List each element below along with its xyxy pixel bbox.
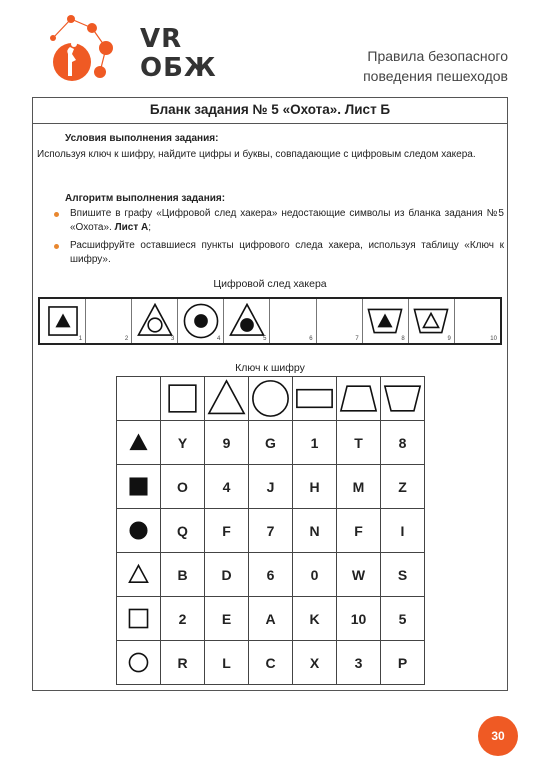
- key-cell: S: [381, 553, 425, 597]
- key-row-symbol: [117, 553, 161, 597]
- triangle-shape: [424, 313, 439, 327]
- key-row-symbol: [117, 465, 161, 509]
- key-cell: M: [337, 465, 381, 509]
- key-cell: 4: [205, 465, 249, 509]
- trail-cell: [363, 299, 409, 343]
- trail-cell-number: 8: [401, 336, 405, 342]
- trail-cell: [178, 299, 224, 343]
- algorithm-step: [52, 207, 504, 235]
- key-cell: K: [293, 597, 337, 641]
- triangle-filled-shape: [55, 313, 70, 327]
- algorithm-steps: [52, 207, 504, 271]
- square-shape: [169, 385, 196, 412]
- key-cell: C: [249, 641, 293, 685]
- circle-shape: [148, 318, 162, 332]
- bullet-icon: [54, 244, 59, 249]
- square-shape: [129, 609, 147, 627]
- trail-cell: [40, 299, 86, 343]
- algorithm-heading: Алгоритм выполнения задания:: [65, 193, 226, 204]
- triangle-icon: [117, 553, 160, 596]
- key-row: [117, 597, 425, 641]
- page-number: 30: [478, 716, 518, 756]
- trail-cell-number: 7: [355, 336, 359, 342]
- key-cell: N: [293, 509, 337, 553]
- trail-cell: [224, 299, 270, 343]
- trail-title: Цифровой след хакера: [213, 278, 327, 290]
- key-cell: W: [337, 553, 381, 597]
- key-row-symbol: [117, 421, 161, 465]
- key-column-symbol: [381, 377, 425, 421]
- key-cell: L: [205, 641, 249, 685]
- triangle-shape: [129, 565, 147, 582]
- key-cell: D: [205, 553, 249, 597]
- triangle-filled-icon: [117, 421, 160, 464]
- document-title-line2: поведения пешеходов: [363, 68, 508, 84]
- brand-name: [140, 26, 217, 81]
- step-text-end: ;: [148, 222, 152, 233]
- triangle-shape: [138, 304, 171, 335]
- key-cell: 0: [293, 553, 337, 597]
- key-row-symbol: [117, 509, 161, 553]
- key-cell: 7: [249, 509, 293, 553]
- trail-cell-number: 1: [78, 336, 83, 342]
- trail-symbol: [413, 303, 449, 339]
- key-cell: G: [249, 421, 293, 465]
- trail-symbol: [229, 303, 265, 339]
- trail-cell: [86, 299, 132, 343]
- key-cell: 8: [381, 421, 425, 465]
- circle-filled-shape: [194, 314, 208, 328]
- key-cell: J: [249, 465, 293, 509]
- document-title: [363, 46, 508, 86]
- trail-symbol: [137, 303, 173, 339]
- key-cell: H: [293, 465, 337, 509]
- trapezoid-inverted-shape: [385, 386, 420, 411]
- key-column-symbol: [293, 377, 337, 421]
- key-cell: F: [205, 509, 249, 553]
- key-column-symbol: [337, 377, 381, 421]
- trail-cell: [455, 299, 500, 343]
- circle-filled-icon: [117, 509, 160, 552]
- key-corner-cell: [117, 377, 161, 421]
- trail-cell-number: 6: [309, 336, 313, 342]
- square-icon: [117, 597, 160, 640]
- key-cell: P: [381, 641, 425, 685]
- key-row: [117, 553, 425, 597]
- key-row: [117, 465, 425, 509]
- trail-symbol: [183, 303, 219, 339]
- key-cell: I: [381, 509, 425, 553]
- key-cell: O: [161, 465, 205, 509]
- task-title: Бланк задания № 5 «Охота». Лист Б: [149, 102, 391, 117]
- key-row: [117, 641, 425, 685]
- step-text: Расшифруйте оставшиеся пункты цифрового следа хакера, используя таблицу «Ключ к шифру».: [70, 240, 504, 265]
- brand-line2: ОБЖ: [140, 53, 217, 83]
- trail-cell-number: 4: [217, 336, 221, 342]
- trail-cell-number: 9: [447, 336, 451, 342]
- trail-cell: [317, 299, 363, 343]
- key-cell: Z: [381, 465, 425, 509]
- trapezoid-shape: [341, 386, 376, 411]
- trapezoid-inverted-icon: [381, 377, 424, 420]
- key-cell: X: [293, 641, 337, 685]
- key-row: [117, 421, 425, 465]
- key-cell: 2: [161, 597, 205, 641]
- hacker-trail-row: [38, 297, 502, 345]
- brand-line1: VR: [140, 24, 183, 54]
- document-title-line1: Правила безопасного: [367, 48, 508, 64]
- bullet-icon: [54, 212, 59, 217]
- key-cell: A: [249, 597, 293, 641]
- trail-symbol: [367, 303, 403, 339]
- cipher-key-table: [116, 376, 425, 685]
- key-row-symbol: [117, 597, 161, 641]
- key-cell: Y: [161, 421, 205, 465]
- square-filled-icon: [117, 465, 160, 508]
- triangle-icon: [205, 377, 248, 420]
- key-cell: F: [337, 509, 381, 553]
- circle-shape: [129, 653, 147, 671]
- key-cell: 5: [381, 597, 425, 641]
- key-cell: 1: [293, 421, 337, 465]
- rectangle-icon: [293, 377, 336, 420]
- key-cell: 10: [337, 597, 381, 641]
- circle-icon: [117, 641, 160, 684]
- circle-shape: [253, 381, 288, 416]
- key-column-symbol: [161, 377, 205, 421]
- trail-cell-number: 5: [263, 336, 267, 342]
- key-column-symbol: [249, 377, 293, 421]
- key-cell: 6: [249, 553, 293, 597]
- key-cell: B: [161, 553, 205, 597]
- key-row-symbol: [117, 641, 161, 685]
- triangle-filled-shape: [378, 313, 393, 327]
- trapezoid-icon: [337, 377, 380, 420]
- square-filled-shape: [129, 477, 147, 495]
- trail-cell-number: 2: [124, 336, 129, 342]
- key-column-symbol: [205, 377, 249, 421]
- key-cell: Q: [161, 509, 205, 553]
- key-row: [117, 509, 425, 553]
- algorithm-step: [52, 239, 504, 267]
- triangle-filled-shape: [129, 433, 147, 450]
- trail-cell-number: 3: [170, 336, 175, 342]
- triangle-shape: [209, 381, 244, 414]
- key-header-row: [117, 377, 425, 421]
- trail-cell-number: 10: [490, 336, 497, 342]
- step-text: Впишите в графу «Цифровой след хакера» недостающие символы из бланка задания №5 «Охота».: [70, 208, 504, 233]
- step-text-bold: Лист А: [114, 222, 149, 233]
- trail-cell: [132, 299, 178, 343]
- conditions-text: Используя ключ к шифру, найдите цифры и буквы, совпадающие с цифровым следом хакера.: [37, 149, 476, 160]
- square-icon: [161, 377, 204, 420]
- circle-filled-shape: [129, 521, 147, 539]
- vr-obzh-logo: [44, 14, 134, 86]
- conditions-heading: Условия выполнения задания:: [65, 133, 219, 144]
- key-cell: 9: [205, 421, 249, 465]
- rectangle-shape: [297, 390, 332, 408]
- key-cell: 3: [337, 641, 381, 685]
- key-cell: R: [161, 641, 205, 685]
- key-title: Ключ к шифру: [235, 362, 305, 374]
- circle-icon: [249, 377, 292, 420]
- trail-cell: [409, 299, 455, 343]
- key-cell: E: [205, 597, 249, 641]
- circle-filled-shape: [240, 318, 254, 332]
- trail-cell: [270, 299, 316, 343]
- key-cell: T: [337, 421, 381, 465]
- title-divider: [32, 123, 508, 124]
- trail-symbol: [45, 303, 81, 339]
